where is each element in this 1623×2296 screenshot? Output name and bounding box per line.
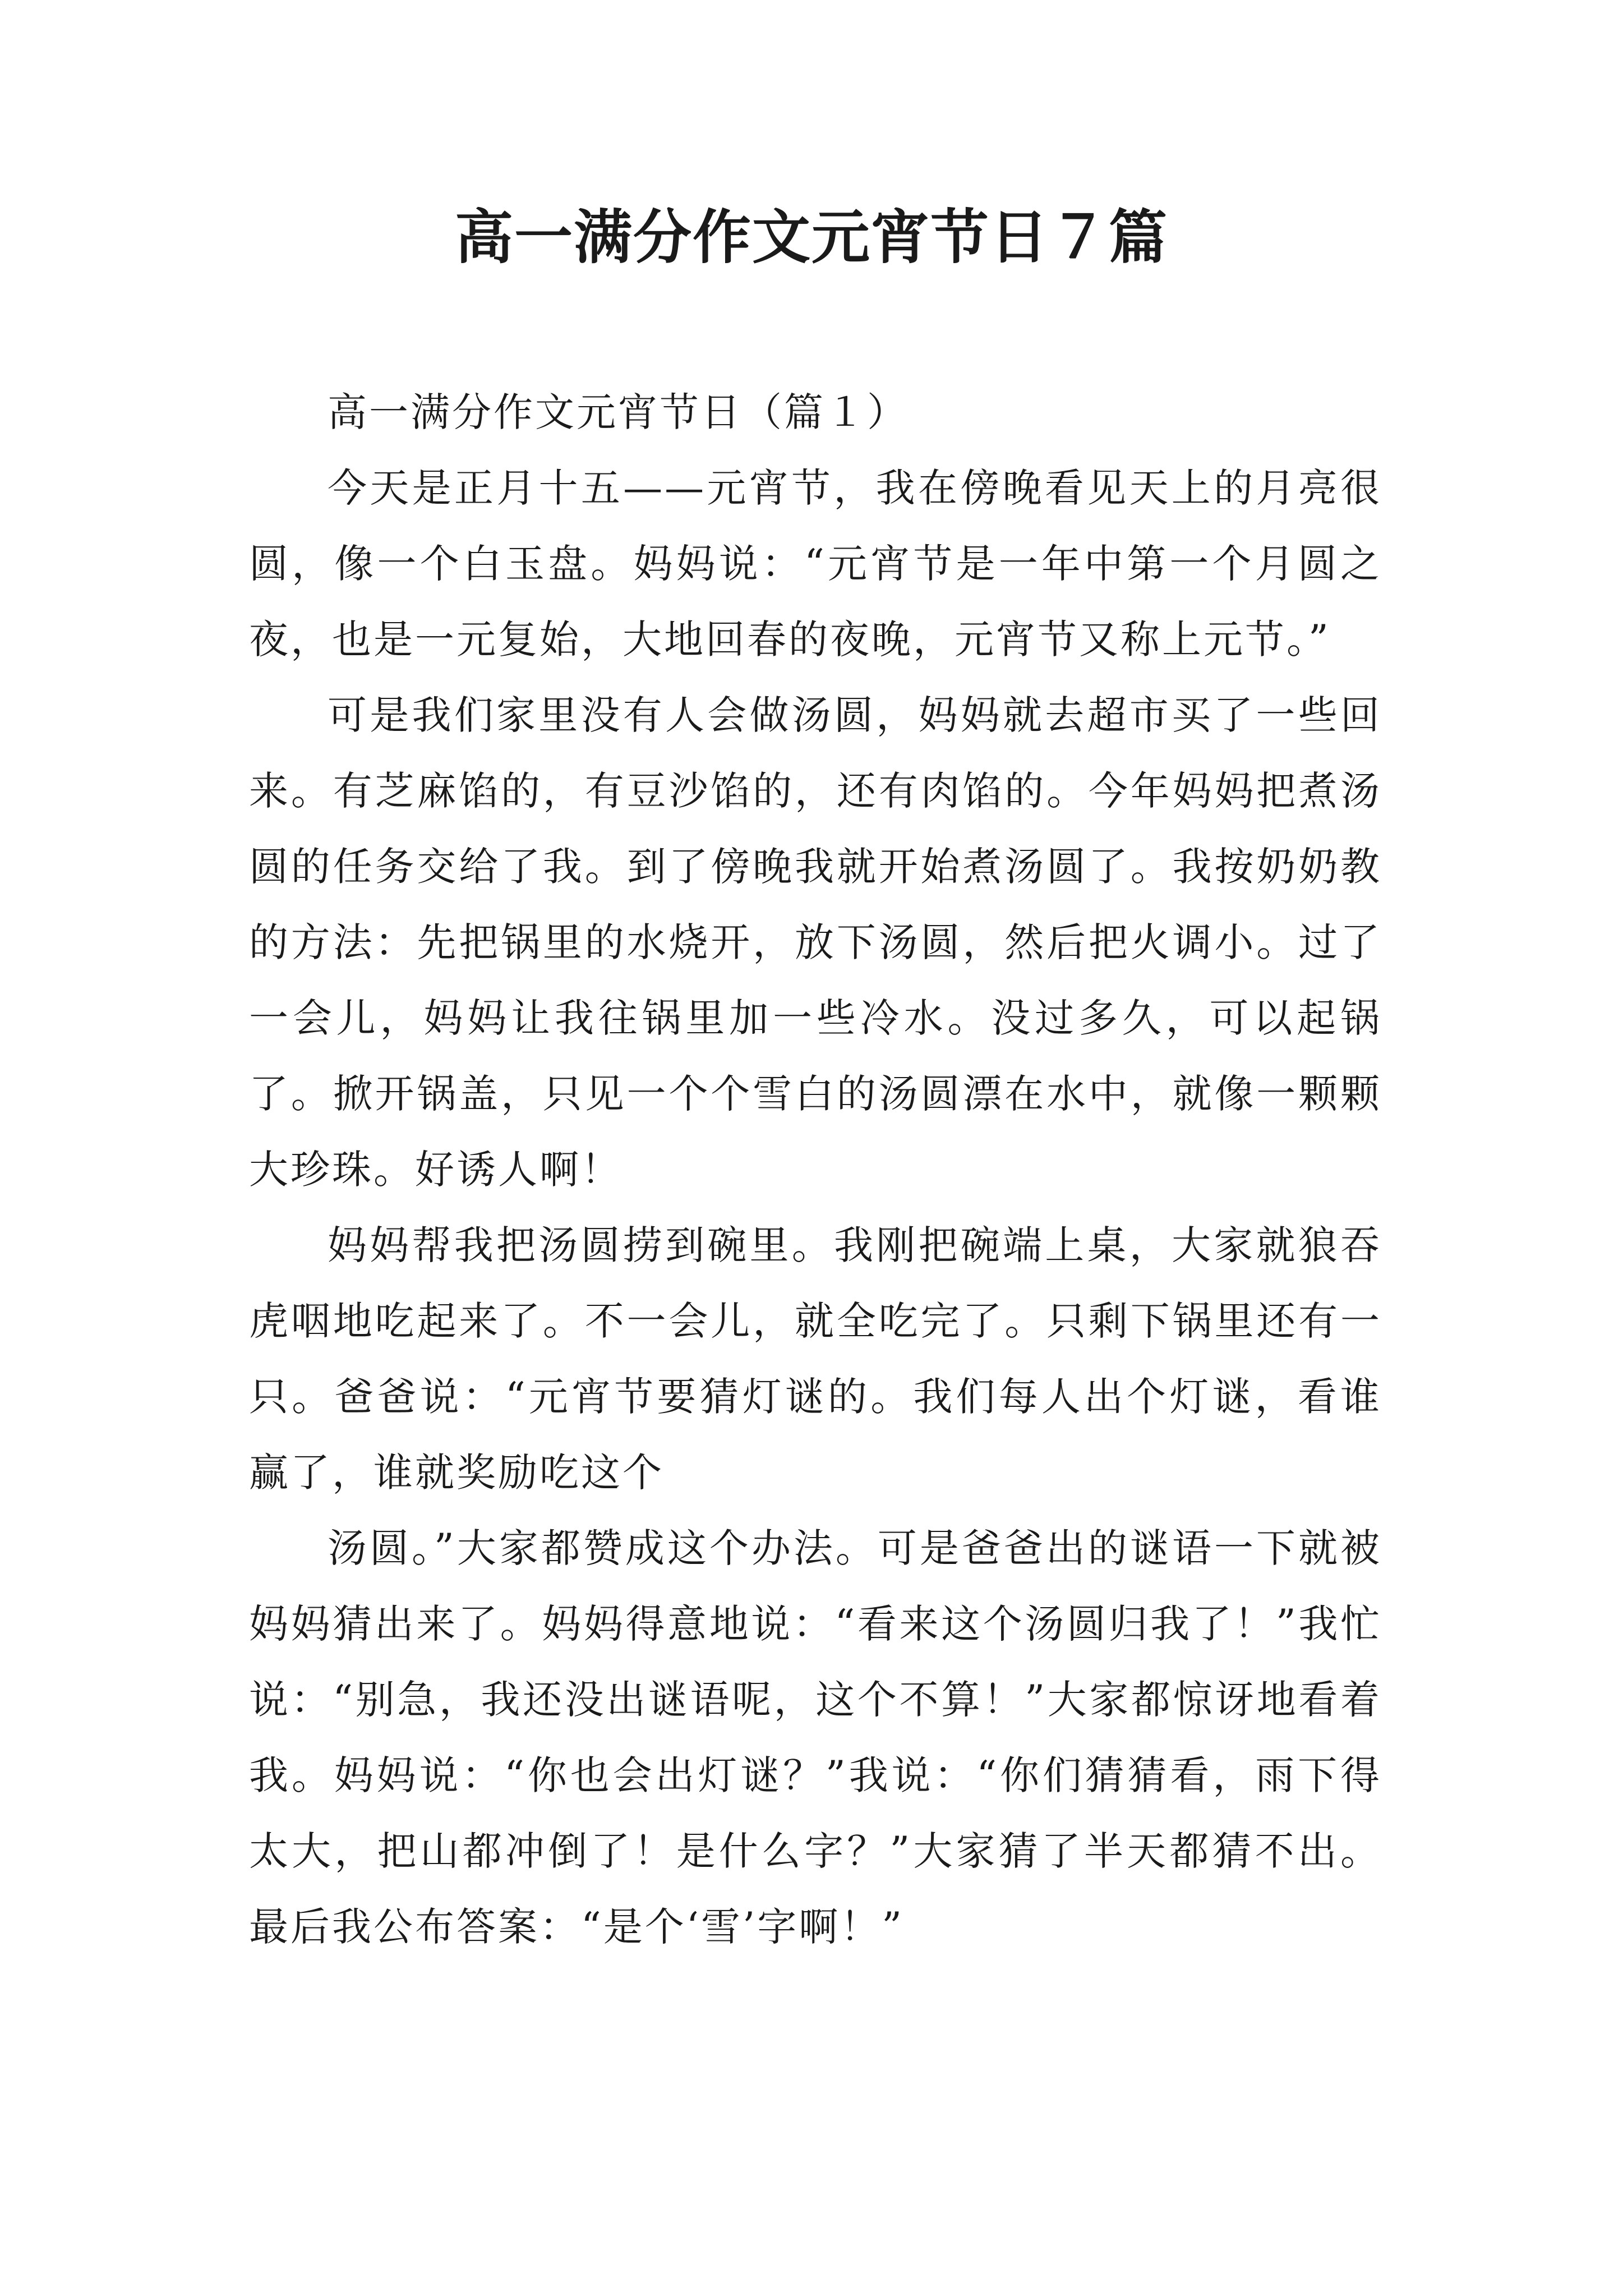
paragraph-1: 今天是正月十五——元宵节，我在傍晚看见天上的月亮很圆，像一个白玉盘。妈妈说：“元宵节是一年中第一个月圆之夜，也是一元复始，大地回春的夜晚，元宵节又称上元节。”	[249, 465, 1382, 662]
paragraph-3: 妈妈帮我把汤圆捞到碗里。我刚把碗端上桌，大家就狼吞虎咽地吃起来了。不一会儿，就全吃完了。只剩下锅里还有一只。爸爸说：“元宵节要猜灯谜的。我们每人出个灯谜，看谁赢了，谁就奖励吃这个	[249, 1222, 1382, 1496]
paragraph-2: 可是我们家里没有人会做汤圆，妈妈就去超市买了一些回来。有芝麻馅的，有豆沙馅的，还有肉馅的。今年妈妈把煮汤圆的任务交给了我。到了傍晚我就开始煮汤圆了。我按奶奶教的方法：先把锅里的水烧开，放下汤圆，然后把火调小。过了一会儿，妈妈让我往锅里加一些冷水。没过多久，可以起锅了。掀开锅盖，只见一个个雪白的汤圆漂在水中，就像一颗颗大珍珠。好诱人啊！	[249, 692, 1382, 1193]
paragraph-4: 汤圆。”大家都赞成这个办法。可是爸爸出的谜语一下就被妈妈猜出来了。妈妈得意地说：“看来这个汤圆归我了！”我忙说：“别急，我还没出谜语呢，这个不算！”大家都惊讶地看着我。妈妈说：“你也会出灯谜？”我说：“你们猜猜看，雨下得太大，把山都冲倒了！是什么字？”大家猜了半天都猜不出。最后我公布答案：“是个‘雪’字啊！”	[249, 1525, 1382, 1950]
section-heading: 高一满分作文元宵节日（篇１）	[328, 389, 909, 435]
document-body	[249, 375, 1382, 1965]
document-title: 高一满分作文元宵节日７篇	[454, 203, 1168, 272]
